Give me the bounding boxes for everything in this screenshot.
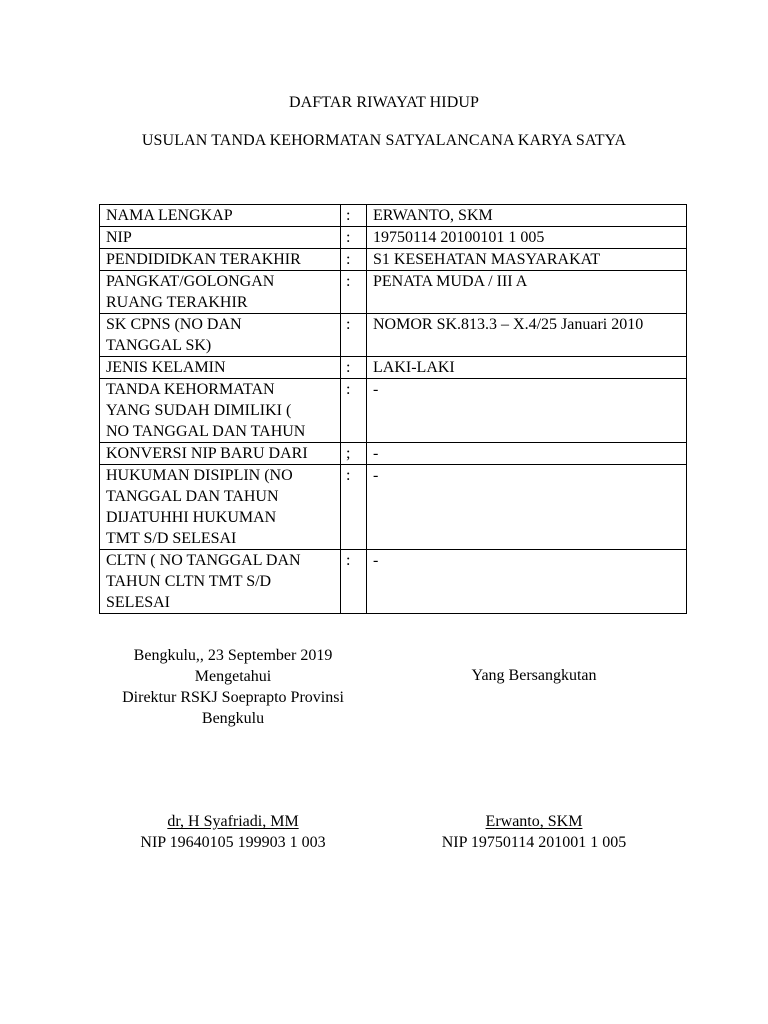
signature-right-header: [400, 665, 668, 686]
row-label: SK CPNS (NO DAN TANGGAL SK): [100, 314, 341, 357]
row-label: NIP: [100, 227, 341, 249]
row-nip-conversion: [100, 443, 687, 465]
row-separator: :: [341, 271, 367, 314]
row-label: JENIS KELAMIN: [100, 357, 341, 379]
row-separator: :: [341, 227, 367, 249]
row-value: -: [367, 550, 687, 614]
row-label: PENDIDIDKAN TERAKHIR: [100, 249, 341, 271]
place-date: Bengkulu,, 23 September 2019: [133, 647, 333, 664]
row-separator: :: [341, 357, 367, 379]
signer-role: Yang Bersangkutan: [471, 667, 597, 684]
row-rank-grade: [100, 271, 687, 314]
row-honors-owned: [100, 379, 687, 443]
signer-nip: NIP 19640105 199903 1 003: [140, 834, 326, 851]
signature-right-footer: [400, 811, 668, 853]
row-label: NAMA LENGKAP: [100, 205, 341, 227]
row-separator: :: [341, 379, 367, 443]
row-sk-cpns: [100, 314, 687, 357]
row-separator: :: [341, 205, 367, 227]
row-value: 19750114 20100101 1 005: [367, 227, 687, 249]
signature-left-header: [100, 645, 366, 729]
row-last-education: [100, 249, 687, 271]
row-full-name: [100, 205, 687, 227]
row-value: LAKI-LAKI: [367, 357, 687, 379]
row-label: PANGKAT/GOLONGAN RUANG TERAKHIR: [100, 271, 341, 314]
row-separator: :: [341, 550, 367, 614]
signer-position-continued: Bengkulu: [201, 710, 265, 727]
row-separator: ;: [341, 443, 367, 465]
row-gender: [100, 357, 687, 379]
row-nip: [100, 227, 687, 249]
row-value: PENATA MUDA / III A: [367, 271, 687, 314]
acknowledge-label: Mengetahui: [194, 668, 272, 685]
row-separator: :: [341, 249, 367, 271]
row-cltn: [100, 550, 687, 614]
row-label: TANDA KEHORMATAN YANG SUDAH DIMILIKI ( NO TANGGAL DAN TAHUN: [100, 379, 341, 443]
row-value: S1 KESEHATAN MASYARAKAT: [367, 249, 687, 271]
signer-nip: NIP 19750114 201001 1 005: [441, 834, 627, 851]
row-separator: :: [341, 465, 367, 550]
document-title: DAFTAR RIWAYAT HIDUP: [288, 94, 480, 111]
row-value: NOMOR SK.813.3 – X.4/25 Januari 2010: [367, 314, 687, 357]
row-value: -: [367, 379, 687, 443]
row-label: CLTN ( NO TANGGAL DAN TAHUN CLTN TMT S/D SELESAI: [100, 550, 341, 614]
row-label: KONVERSI NIP BARU DARI: [100, 443, 341, 465]
signature-left-footer: [100, 811, 366, 853]
document-subtitle: USULAN TANDA KEHORMATAN SATYALANCANA KARYA SATYA: [141, 132, 627, 149]
row-value: ERWANTO, SKM: [367, 205, 687, 227]
row-value: -: [367, 465, 687, 550]
row-value: -: [367, 443, 687, 465]
signer-name: dr, H Syafriadi, MM: [167, 813, 299, 830]
row-separator: :: [341, 314, 367, 357]
signer-name: Erwanto, SKM: [485, 813, 583, 830]
signer-position: Direktur RSKJ Soeprapto Provinsi: [122, 689, 344, 706]
biodata-table: [99, 204, 687, 614]
row-label: HUKUMAN DISIPLIN (NO TANGGAL DAN TAHUN DIJATUHHI HUKUMAN TMT S/D SELESAI: [100, 465, 341, 550]
row-disciplinary-penalty: [100, 465, 687, 550]
